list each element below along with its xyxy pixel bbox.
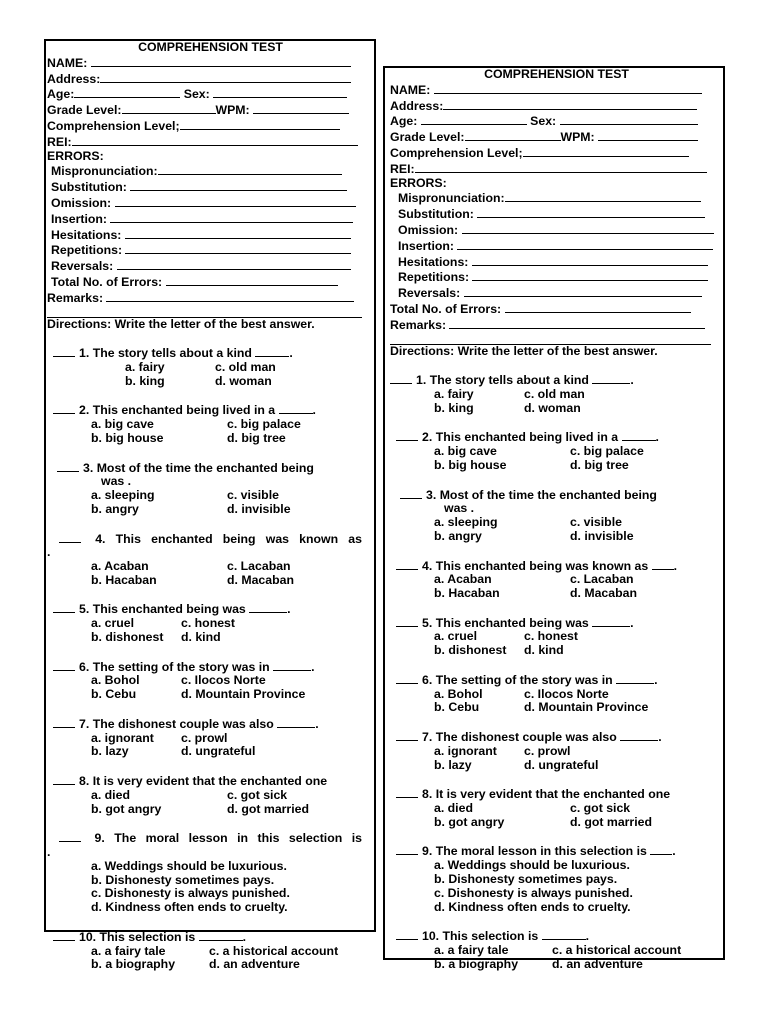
option-b: b. Hacaban: [434, 586, 500, 601]
option-b: b. lazy: [434, 757, 472, 772]
option-c: c. old man: [524, 386, 585, 401]
insertion-field[interactable]: Insertion:: [47, 211, 374, 227]
omission-field[interactable]: Omission:: [390, 222, 723, 238]
answer-blank[interactable]: [57, 460, 79, 472]
option-b: b. king: [125, 373, 165, 388]
option-d: d. Kindness often ends to cruelty.: [434, 899, 631, 914]
answer-blank[interactable]: [53, 402, 75, 414]
sheet-title: COMPREHENSION TEST: [484, 67, 629, 81]
option-d: d. woman: [524, 400, 581, 415]
remarks-extra-line[interactable]: [390, 333, 711, 345]
option-b: b. angry: [434, 528, 482, 543]
comprehension-level-field[interactable]: Comprehension Level;: [47, 118, 374, 134]
option-a: a. Acaban: [91, 559, 149, 574]
option-c: c. visible: [570, 515, 622, 530]
answer-blank[interactable]: [396, 928, 418, 940]
question-9: 9. The moral lesson in this selection is . a. Weddings should be luxurious. b. Dishonesty sometimes pays. c. Dishonesty is always punished. d. Kindness often ends to cruelty.: [47, 830, 374, 915]
option-a: a. Bohol: [91, 673, 140, 688]
mispronunciation-field[interactable]: Mispronunciation:: [390, 190, 723, 206]
option-c: c. old man: [215, 359, 276, 374]
question-9: 9. The moral lesson in this selection is . a. Weddings should be luxurious. b. Dishonesty sometimes pays. c. Dishonesty is always punished. d. Kindness often ends to cruelty.: [390, 843, 723, 914]
substitution-field[interactable]: Substitution:: [390, 206, 723, 222]
mispronunciation-field[interactable]: Mispronunciation:: [47, 163, 374, 179]
option-c: c. Dishonesty is always punished.: [434, 885, 633, 900]
answer-blank[interactable]: [53, 716, 75, 728]
answer-blank[interactable]: [59, 531, 81, 543]
answer-blank[interactable]: [390, 372, 412, 384]
option-c: c. Lacaban: [570, 572, 634, 587]
comprehension-level-field[interactable]: Comprehension Level;: [390, 145, 723, 161]
question-5: 5. This enchanted being was . a. cruel c. honest b. dishonest d. kind: [390, 615, 723, 658]
total-errors-field[interactable]: Total No. of Errors:: [47, 274, 374, 290]
option-c: c. got sick: [227, 787, 288, 802]
address-field[interactable]: Address:: [47, 71, 374, 87]
name-field[interactable]: NAME:: [390, 82, 723, 98]
remarks-field[interactable]: Remarks:: [47, 290, 374, 306]
option-a: a. cruel: [91, 616, 135, 631]
option-b: b. big house: [91, 430, 164, 445]
reversals-field[interactable]: Reversals:: [47, 258, 374, 274]
grade-wpm-field[interactable]: Grade Level: WPM:: [47, 102, 374, 118]
answer-blank[interactable]: [53, 659, 75, 671]
question-6: 6. The setting of the story was in . a. Bohol c. Ilocos Norte b. Cebu d. Mountain Province: [390, 672, 723, 715]
test-sheet-left: [44, 39, 376, 972]
option-a: a. sleeping: [91, 488, 155, 503]
option-b: b. angry: [91, 501, 139, 516]
option-c: c. Ilocos Norte: [524, 686, 609, 701]
option-d: d. an adventure: [209, 957, 300, 972]
option-c: c. prowl: [524, 743, 571, 758]
option-d: d. ungrateful: [524, 757, 599, 772]
repetitions-field[interactable]: Repetitions:: [390, 269, 723, 285]
option-b: b. dishonest: [434, 643, 507, 658]
option-d: d. invisible: [227, 501, 291, 516]
option-a: a. died: [434, 801, 473, 816]
option-d: d. big tree: [570, 457, 629, 472]
answer-blank[interactable]: [53, 601, 75, 613]
option-d: d. kind: [524, 643, 564, 658]
substitution-field[interactable]: Substitution:: [47, 179, 374, 195]
option-a: a. fairy: [434, 386, 474, 401]
rei-field[interactable]: REI:: [390, 161, 723, 177]
option-a: a. cruel: [434, 629, 478, 644]
option-b: b. king: [434, 400, 474, 415]
option-d: d. Kindness often ends to cruelty.: [91, 900, 288, 915]
option-b: b. Cebu: [91, 687, 137, 702]
age-sex-field[interactable]: Age: Sex:: [47, 86, 374, 102]
option-c: c. Ilocos Norte: [181, 673, 266, 688]
option-a: a. sleeping: [434, 515, 498, 530]
question-10: 10. This selection is . a. a fairy tale c. a historical account b. a biography d. an adventure: [390, 928, 723, 971]
answer-blank[interactable]: [53, 345, 75, 357]
answer-blank[interactable]: [59, 830, 81, 842]
answer-blank[interactable]: [53, 773, 75, 785]
option-b: b. lazy: [91, 744, 129, 759]
option-b: b. got angry: [91, 801, 162, 816]
errors-heading: ERRORS:: [47, 148, 104, 163]
test-sheet-right: [383, 66, 725, 971]
question-8: 8. It is very evident that the enchanted one a. died c. got sick b. got angry d. got married: [390, 786, 723, 829]
question-5: 5. This enchanted being was . a. cruel c. honest b. dishonest d. kind: [47, 601, 374, 644]
option-b: b. Cebu: [434, 700, 480, 715]
option-a: a. a fairy tale: [434, 943, 509, 958]
option-d: d. ungrateful: [181, 744, 256, 759]
answer-blank[interactable]: [396, 729, 418, 741]
option-b: b. big house: [434, 457, 507, 472]
answer-blank[interactable]: [396, 429, 418, 441]
question-1: 1. The story tells about a kind . a. fairy c. old man b. king d. woman: [47, 345, 374, 388]
question-3: 3. Most of the time the enchanted being was . a. sleeping c. visible b. angry d. invisible: [47, 460, 374, 517]
option-c: c. Lacaban: [227, 559, 291, 574]
answer-blank[interactable]: [396, 558, 418, 570]
option-c: c. visible: [227, 488, 279, 503]
question-2: 2. This enchanted being lived in a . a. big cave c. big palace b. big house d. big tree: [390, 429, 723, 472]
option-c: c. honest: [524, 629, 578, 644]
answer-blank[interactable]: [396, 672, 418, 684]
option-c: c. a historical account: [209, 943, 339, 958]
question-7: 7. The dishonest couple was also . a. ignorant c. prowl b. lazy d. ungrateful: [47, 716, 374, 759]
question-4: 4. This enchanted being was known as . a. Acaban c. Lacaban b. Hacaban d. Macaban: [47, 531, 374, 588]
sheet-title: COMPREHENSION TEST: [138, 40, 283, 54]
hesitations-field[interactable]: Hesitations:: [47, 227, 374, 243]
age-sex-field[interactable]: Age: Sex:: [390, 113, 723, 129]
directions: Directions: Write the letter of the best answer.: [390, 343, 658, 358]
question-2: 2. This enchanted being lived in a . a. big cave c. big palace b. big house d. big tree: [47, 402, 374, 445]
question-1: 1. The story tells about a kind . a. fairy c. old man b. king d. woman: [390, 372, 723, 415]
grade-wpm-field[interactable]: Grade Level: WPM:: [390, 129, 723, 145]
option-d: d. big tree: [227, 430, 286, 445]
answer-blank[interactable]: [396, 615, 418, 627]
name-field[interactable]: NAME:: [47, 55, 374, 71]
omission-field[interactable]: Omission:: [47, 195, 374, 211]
option-d: d. Mountain Province: [524, 700, 649, 715]
question-6: 6. The setting of the story was in . a. Bohol c. Ilocos Norte b. Cebu d. Mountain Province: [47, 659, 374, 702]
option-d: d. got married: [227, 801, 309, 816]
directions: Directions: Write the letter of the best answer.: [47, 316, 315, 331]
option-a: a. fairy: [125, 359, 165, 374]
option-a: a. Acaban: [434, 572, 492, 587]
option-b: b. dishonest: [91, 630, 164, 645]
option-c: c. Dishonesty is always punished.: [91, 886, 290, 901]
option-a: a. ignorant: [91, 730, 154, 745]
option-b: b. a biography: [434, 956, 519, 971]
option-a: a. died: [91, 787, 130, 802]
option-a: a. Weddings should be luxurious.: [434, 858, 630, 873]
answer-blank[interactable]: [396, 843, 418, 855]
remarks-extra-line[interactable]: [47, 306, 362, 318]
option-d: d. invisible: [570, 528, 634, 543]
option-c: c. big palace: [570, 444, 644, 459]
address-field[interactable]: Address:: [390, 98, 723, 114]
option-b: b. Dishonesty sometimes pays.: [91, 872, 275, 887]
option-c: c. a historical account: [552, 943, 682, 958]
rei-field[interactable]: REI:: [47, 134, 374, 150]
option-d: d. kind: [181, 630, 221, 645]
errors-heading: ERRORS:: [390, 175, 447, 190]
question-7: 7. The dishonest couple was also . a. ignorant c. prowl b. lazy d. ungrateful: [390, 729, 723, 772]
option-a: a. Bohol: [434, 686, 483, 701]
option-d: d. Macaban: [570, 586, 637, 601]
question-8: 8. It is very evident that the enchanted one a. died c. got sick b. got angry d. got married: [47, 773, 374, 816]
option-d: d. an adventure: [552, 956, 643, 971]
question-10: 10. This selection is . a. a fairy tale c. a historical account b. a biography d. an adventure: [47, 929, 374, 972]
option-a: a. Weddings should be luxurious.: [91, 858, 287, 873]
question-3: 3. Most of the time the enchanted being was . a. sleeping c. visible b. angry d. invisible: [390, 487, 723, 544]
total-errors-field[interactable]: Total No. of Errors:: [390, 301, 723, 317]
option-a: a. big cave: [91, 417, 154, 432]
option-c: c. prowl: [181, 730, 228, 745]
hesitations-field[interactable]: Hesitations:: [390, 254, 723, 270]
reversals-field[interactable]: Reversals:: [390, 285, 723, 301]
option-d: d. got married: [570, 814, 652, 829]
repetitions-field[interactable]: Repetitions:: [47, 242, 374, 258]
remarks-field[interactable]: Remarks:: [390, 317, 723, 333]
option-a: a. big cave: [434, 444, 497, 459]
option-c: c. big palace: [227, 417, 301, 432]
answer-blank[interactable]: [400, 487, 422, 499]
question-4: 4. This enchanted being was known as . a. Acaban c. Lacaban b. Hacaban d. Macaban: [390, 558, 723, 601]
answer-blank[interactable]: [396, 786, 418, 798]
option-d: d. Macaban: [227, 572, 294, 587]
option-d: d. Mountain Province: [181, 687, 306, 702]
option-b: b. Hacaban: [91, 572, 157, 587]
insertion-field[interactable]: Insertion:: [390, 238, 723, 254]
option-c: c. got sick: [570, 801, 631, 816]
option-a: a. a fairy tale: [91, 943, 166, 958]
option-b: b. a biography: [91, 957, 176, 972]
option-c: c. honest: [181, 616, 235, 631]
option-d: d. woman: [215, 373, 272, 388]
option-a: a. ignorant: [434, 743, 497, 758]
answer-blank[interactable]: [53, 929, 75, 941]
option-b: b. Dishonesty sometimes pays.: [434, 872, 618, 887]
option-b: b. got angry: [434, 814, 505, 829]
